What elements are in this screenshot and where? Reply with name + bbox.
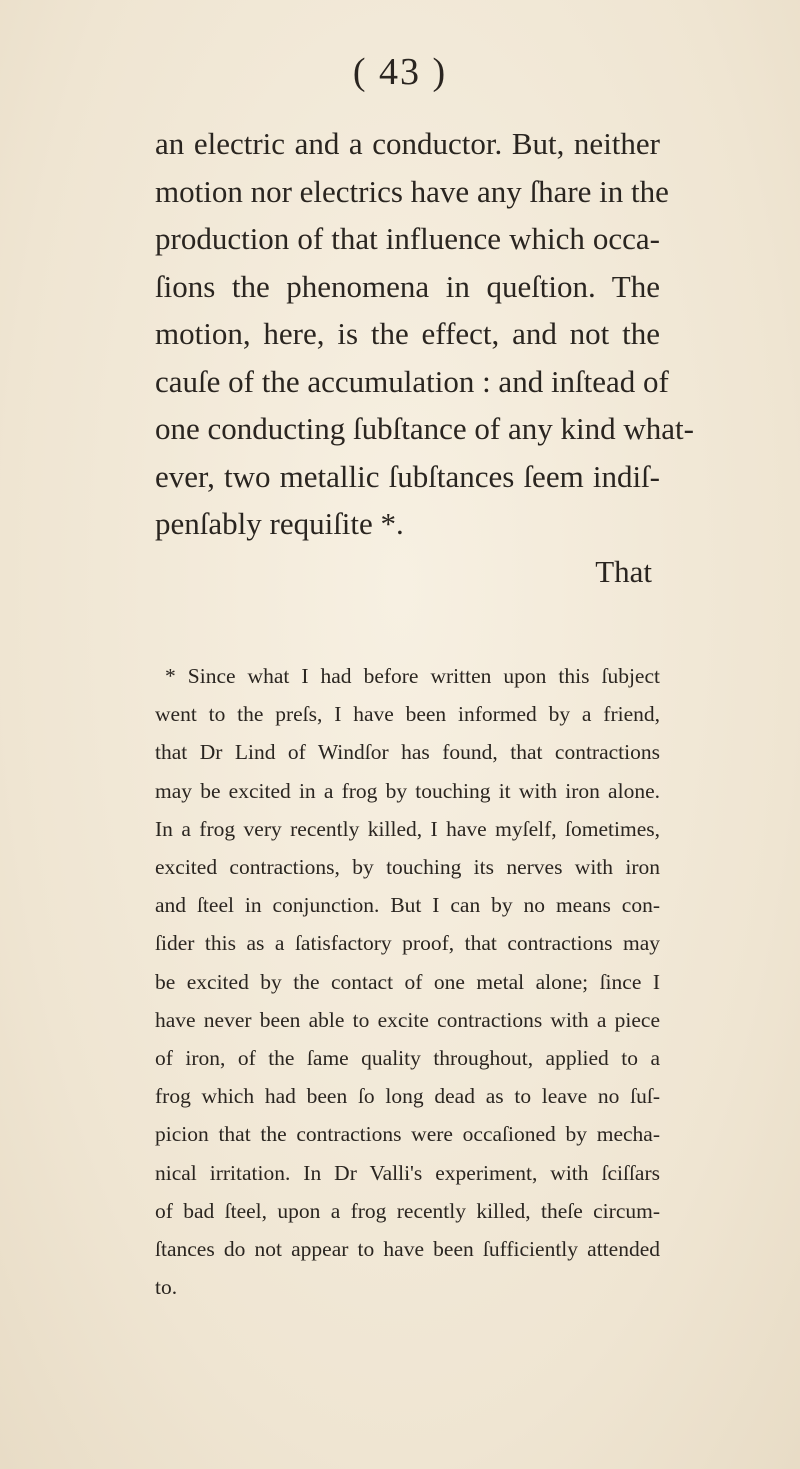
footnote-block (155, 657, 660, 1306)
main-line: motion, here, is the effect, and not the (155, 316, 660, 351)
footnote-line: frog which had been ſo long dead as to leave no ſuſ- (155, 1084, 660, 1109)
page-number: ( 43 ) (352, 51, 448, 93)
footnote-line: nical irritation. In Dr Valli's experiment, with ſciſſars (155, 1160, 660, 1185)
footnote-line: went to the preſs, I have been informed by a friend, (155, 702, 660, 727)
main-line: cauſe of the accumulation : and inſtead of (155, 363, 669, 399)
footnote-line: excited contractions, by touching its nerves with iron (155, 855, 660, 880)
footnote-line: * Since what I had before written upon this ſubject (165, 664, 660, 688)
main-line: penſably requiſite *. (155, 506, 404, 541)
footnote-line: that Dr Lind of Windſor has found, that contractions (155, 740, 660, 765)
main-line: production of that influence which occa- (155, 221, 660, 256)
footnote-line: In a frog very recently killed, I have myſelf, ſometimes, (155, 816, 660, 841)
footnote-line: may be excited in a frog by touching it with iron alone. (155, 778, 660, 803)
footnote-line: of bad ſteel, upon a frog recently killed, theſe circum- (155, 1198, 660, 1223)
footnote-line: ſtances do not appear to have been ſufficiently attended (155, 1237, 660, 1262)
footnote-line: to. (155, 1275, 178, 1300)
footnote-line: have never been able to excite contractions with a piece (155, 1007, 660, 1032)
main-text-block (155, 120, 694, 595)
main-line: ever, two metallic ſubſtances ſeem indiſ- (155, 458, 660, 494)
footnote-line: be excited by the contact of one metal alone; ſince I (155, 969, 660, 994)
main-line: ſions the phenomena in queſtion. The (155, 268, 660, 304)
main-line: an electric and a conductor. But, neither (155, 126, 660, 161)
main-line: one conducting ſubſtance of any kind what- (155, 411, 694, 446)
main-line: motion nor electrics have any ſhare in the (155, 173, 669, 209)
footnote-line: picion that the contractions were occaſioned by mecha- (155, 1122, 660, 1147)
footnote-line: of iron, of the ſame quality throughout, applied to a (155, 1046, 660, 1071)
catchword: That (595, 553, 652, 589)
footnote-line: ſider this as a ſatisfactory proof, that contractions may (155, 931, 660, 956)
footnote-line: and ſteel in conjunction. But I can by no means con- (155, 893, 660, 918)
